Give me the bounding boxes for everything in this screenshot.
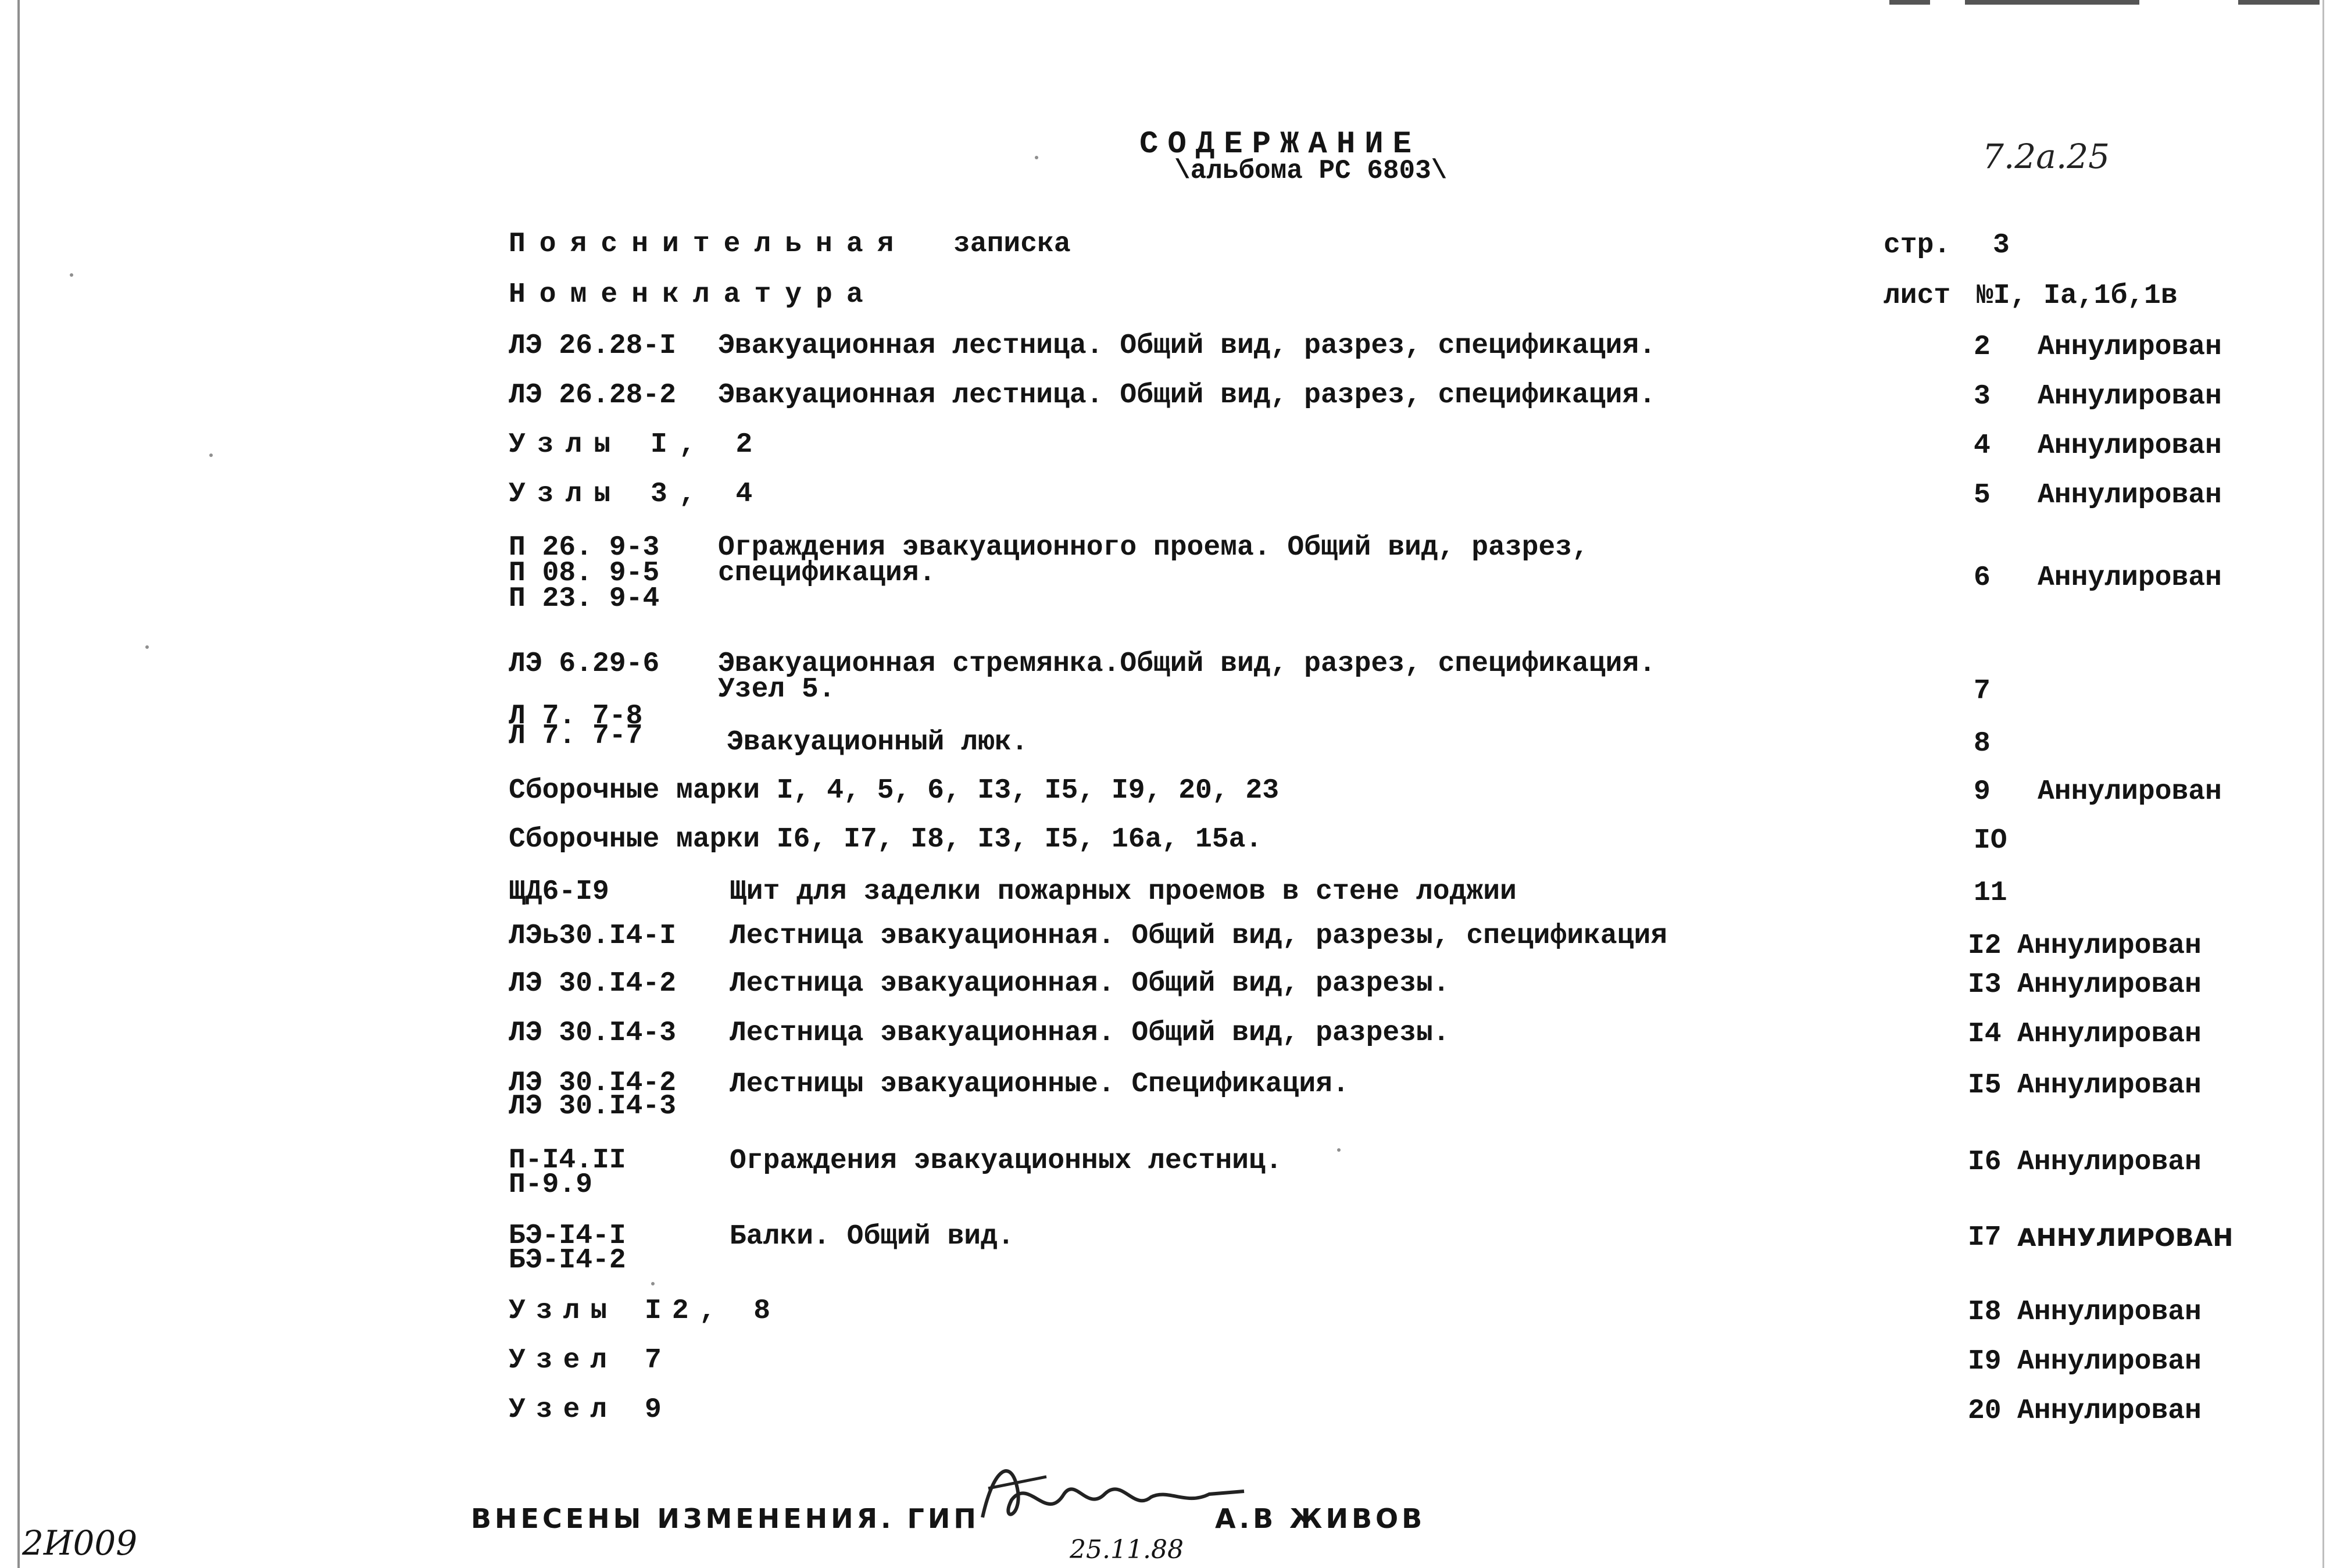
- toc-code: ЛЭь30.I4-I: [509, 920, 677, 952]
- scan-speck: [1035, 156, 1038, 159]
- toc-sheet-number: 4: [1974, 430, 1991, 462]
- toc-description: Лестница эвакуационная. Общий вид, разрезы, спецификация: [730, 920, 1668, 952]
- toc-description: Лестница эвакуационная. Общий вид, разрезы.: [730, 968, 1450, 999]
- toc-code: Номенклатура: [509, 279, 877, 310]
- toc-code: Узлы I, 2: [509, 429, 764, 460]
- toc-code: Узел 9: [509, 1394, 672, 1426]
- toc-sheet-number: I7: [1968, 1222, 2002, 1253]
- scan-speck: [651, 1282, 655, 1285]
- toc-sheet-number: I5: [1968, 1070, 2002, 1101]
- scan-speck: [1337, 1148, 1341, 1152]
- signature-date: 25.11.88: [1070, 1535, 1184, 1565]
- handwritten-corner-note: 7.2а.25: [1982, 137, 2110, 176]
- toc-code: ЩД6-I9: [509, 876, 609, 908]
- toc-status: Аннулирован: [2017, 969, 2202, 1001]
- toc-code: БЭ-I4-I БЭ-I4-2: [509, 1220, 626, 1276]
- toc-description: Ограждения эвакуационного проема. Общий вид, разрез, спецификация.: [718, 532, 1589, 589]
- toc-status: Аннулирован: [2017, 930, 2202, 962]
- toc-description: Эвакуационная лестница. Общий вид, разрез, спецификация.: [718, 330, 1656, 362]
- toc-code: Сборочные марки I, 4, 5, 6, I3, I5, I9, 20, 23: [509, 775, 1280, 806]
- scan-speck: [145, 645, 149, 649]
- toc-sheet-number: I6: [1968, 1146, 2002, 1178]
- toc-code: ЛЭ 30.I4-3: [509, 1017, 677, 1049]
- toc-sheet-number: 7: [1974, 676, 1991, 707]
- revision-note: [471, 1503, 980, 1534]
- toc-sheet-number: I2: [1968, 930, 2002, 962]
- toc-description: Щит для заделки пожарных проемов в стене лоджии: [730, 876, 1517, 908]
- toc-sheet-number: I4: [1968, 1019, 2002, 1050]
- handwritten-signature: [977, 1453, 1250, 1541]
- toc-status: Аннулирован: [2038, 562, 2222, 594]
- toc-sheet-number: 3: [1974, 381, 1991, 412]
- scan-speck: [70, 273, 73, 277]
- toc-status: Аннулирован: [2038, 381, 2222, 412]
- toc-status: АННУЛИРОВАН: [2017, 1223, 2234, 1252]
- toc-status: Аннулирован: [2017, 1346, 2202, 1377]
- toc-description: Балки. Общий вид.: [730, 1221, 1014, 1252]
- signatory-name: А.В ЖИВОВ: [1215, 1503, 1426, 1534]
- toc-sheet-number: 3: [1993, 230, 2010, 261]
- toc-status: Аннулирован: [2038, 430, 2222, 462]
- scan-left-edge: [17, 0, 20, 1568]
- scan-top-mark: [1889, 0, 1930, 5]
- toc-status: Аннулирован: [2017, 1070, 2202, 1101]
- toc-description: Эвакуационная стремянка.Общий вид, разрез, спецификация. Узел 5.: [718, 648, 1656, 705]
- toc-code: ЛЭ 30.I4-2 ЛЭ 30.I4-3: [509, 1067, 677, 1122]
- toc-sheet-number: I3: [1968, 969, 2002, 1001]
- toc-code: П 26. 9-3 П 08. 9-5 П 23. 9-4: [509, 532, 660, 615]
- toc-status: Аннулирован: [2038, 776, 2222, 808]
- toc-description: записка: [953, 228, 1071, 260]
- toc-code: ЛЭ 6.29-6: [509, 648, 660, 680]
- toc-code: ЛЭ 26.28-2: [509, 380, 677, 411]
- toc-sheet-number: I9: [1968, 1346, 2002, 1377]
- document-subtitle: \альбома РС 6803\: [1174, 156, 1448, 186]
- toc-code: Узел 7: [509, 1345, 672, 1376]
- toc-status: Аннулирован: [2038, 480, 2222, 511]
- scan-speck: [209, 453, 213, 457]
- toc-sheet-number: 8: [1974, 728, 1991, 759]
- toc-code: ЛЭ 30.I4-2: [509, 968, 677, 999]
- toc-description: Лестница эвакуационная. Общий вид, разрезы.: [730, 1017, 1450, 1049]
- toc-sheet-number: 11: [1974, 877, 2007, 909]
- toc-status: Аннулирован: [2017, 1146, 2202, 1178]
- revision-signatory: [1215, 1503, 1425, 1534]
- toc-sheet-number: 20: [1968, 1395, 2002, 1427]
- toc-sheet-number: 2: [1974, 331, 1991, 363]
- toc-description: Лестницы эвакуационные. Спецификация.: [730, 1069, 1349, 1100]
- toc-status: Аннулирован: [2038, 331, 2222, 363]
- toc-sheet-number: 6: [1974, 562, 1991, 594]
- toc-sheet-number: №I, Iа,1б,1в: [1977, 280, 2178, 312]
- toc-code: Сборочные марки I6, I7, I8, I3, I5, 16а, 15а.: [509, 824, 1263, 855]
- toc-sheet-number: 9: [1974, 776, 1991, 808]
- toc-sheet-number: 5: [1974, 480, 1991, 511]
- document-title: СОДЕРЖАНИЕ: [1139, 127, 1421, 162]
- toc-status: Аннулирован: [2017, 1296, 2202, 1328]
- toc-description: Ограждения эвакуационных лестниц.: [730, 1145, 1282, 1177]
- toc-description: Эвакуационная лестница. Общий вид, разрез, спецификация.: [718, 380, 1656, 411]
- toc-status: Аннулирован: [2017, 1395, 2202, 1427]
- toc-code: Пояснительная: [509, 228, 908, 260]
- revision-text: ВНЕСЕНЫ ИЗМЕНЕНИЯ. ГИП: [471, 1503, 980, 1534]
- toc-sheet-number: I8: [1968, 1296, 2002, 1328]
- toc-sheet-label: стр.: [1884, 230, 1951, 261]
- toc-code: ЛЭ 26.28-I: [509, 330, 677, 362]
- toc-code: П-I4.II П-9.9: [509, 1145, 626, 1201]
- toc-code: Узлы 3, 4: [509, 478, 764, 510]
- toc-code: Л 7. 7-8 Л 7. 7-7: [509, 701, 643, 752]
- toc-sheet-number: IO: [1974, 825, 2007, 856]
- scan-top-mark: [2238, 0, 2320, 5]
- toc-sheet-label: лист: [1884, 280, 1951, 312]
- toc-description: Эвакуационный люк.: [727, 727, 1028, 758]
- handwritten-margin-note: 2И009: [22, 1523, 138, 1563]
- scan-top-mark: [1965, 0, 2139, 5]
- toc-status: Аннулирован: [2017, 1019, 2202, 1050]
- scan-right-edge: [2322, 0, 2324, 1568]
- toc-code: Узлы I2, 8: [509, 1295, 781, 1327]
